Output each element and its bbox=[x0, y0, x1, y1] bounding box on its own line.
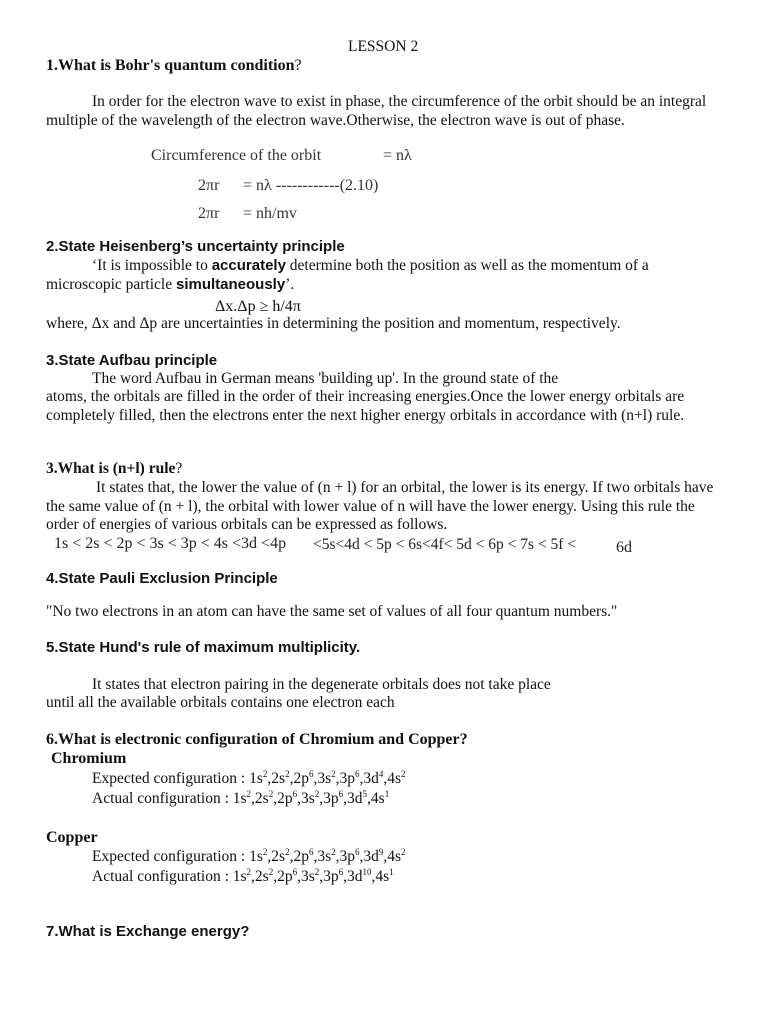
electron-count: 6 bbox=[338, 867, 344, 877]
electron-count: 6 bbox=[338, 789, 344, 799]
actual-label: Actual configuration : bbox=[92, 868, 233, 885]
orbital-label: ,2p bbox=[273, 868, 293, 885]
expected-label: Expected configuration : bbox=[92, 848, 250, 865]
question-2-heading: 2.State Heisenberg’s uncertainty principle bbox=[46, 238, 345, 255]
aufbau-rest: atoms, the orbitals are filled in the order of their increasing energies.Once the lower energy orbitals are completely filled, then the electrons enter the next higher energy orbitals in accordance with (n+l) rule. bbox=[46, 388, 685, 424]
orbital-label: ,3p bbox=[319, 868, 339, 885]
question-5-heading: 5.State Hund's rule of maximum multiplicity. bbox=[46, 639, 361, 656]
orbital-order-b: <5s<4d < 5p < 6s<4f< 5d < 6p < 7s < 5f < bbox=[313, 536, 577, 553]
quote-bold-simultaneously: simultaneously bbox=[175, 275, 286, 293]
orbital-label: ,2p bbox=[289, 770, 309, 787]
electron-count: 2 bbox=[401, 847, 406, 857]
orbital-label: ,3s bbox=[313, 770, 332, 787]
electron-count: 2 bbox=[246, 789, 252, 799]
question-4-heading: 4.State Pauli Exclusion Principle bbox=[46, 570, 278, 587]
electron-count: 6 bbox=[308, 769, 314, 779]
quote-part-3: ’. bbox=[285, 275, 295, 293]
copper-expected bbox=[92, 848, 406, 866]
orbital-label: 1s bbox=[232, 790, 247, 807]
electron-count: 5 bbox=[362, 789, 368, 799]
electron-count: 6 bbox=[308, 847, 314, 857]
orbital-label: ,2p bbox=[273, 790, 293, 807]
config-value bbox=[249, 848, 405, 865]
orbital-label: 1s bbox=[249, 770, 263, 787]
electron-count: 2 bbox=[401, 769, 406, 779]
quote-part-1: ‘It is impossible to bbox=[92, 257, 212, 274]
orbital-label: ,2s bbox=[267, 848, 286, 865]
page-title: LESSON 2 bbox=[348, 38, 419, 55]
orbital-label: ,4s bbox=[383, 770, 402, 787]
chromium-label: Chromium bbox=[51, 750, 127, 767]
electron-count: 2 bbox=[285, 769, 290, 779]
electron-count: 2 bbox=[331, 847, 336, 857]
orbital-label: 1s bbox=[232, 868, 247, 885]
question-3-nl-heading bbox=[46, 460, 182, 478]
orbital-label: ,3p bbox=[335, 770, 355, 787]
hund-line-1: It states that electron pairing in the degenerate orbitals does not take place bbox=[92, 676, 551, 693]
hund-line-2: until all the available orbitals contains one electron each bbox=[46, 694, 395, 711]
equation-1-left: Circumference of the orbit bbox=[151, 147, 322, 164]
electron-count: 2 bbox=[331, 769, 336, 779]
config-value bbox=[249, 770, 405, 787]
electron-count: 4 bbox=[378, 769, 384, 779]
orbital-label: ,2s bbox=[251, 790, 269, 807]
orbital-label: ,3d bbox=[359, 770, 379, 787]
question-1-heading-text: 1.What is Bohr's quantum condition bbox=[46, 57, 295, 74]
electron-count: 2 bbox=[262, 769, 268, 779]
orbital-label: 1s bbox=[249, 848, 263, 865]
orbital-label: ,3s bbox=[297, 790, 315, 807]
electron-count: 10 bbox=[362, 867, 372, 877]
orbital-label: ,3d bbox=[343, 790, 363, 807]
orbital-label: ,2s bbox=[251, 868, 269, 885]
orbital-label: ,3p bbox=[335, 848, 355, 865]
orbital-order-c: 6d bbox=[616, 539, 632, 556]
electron-count: 6 bbox=[355, 769, 360, 779]
orbital-label: ,3s bbox=[297, 868, 315, 885]
question-3-aufbau-heading: 3.State Aufbau principle bbox=[46, 352, 218, 369]
actual-label: Actual configuration : bbox=[92, 790, 233, 807]
uncertainty-where: where, Δx and Δp are uncertainties in determining the position and momentum, respectively. bbox=[46, 315, 621, 332]
electron-count: 1 bbox=[389, 867, 394, 877]
pauli-statement: "No two electrons in an atom can have the same set of values of all four quantum numbers." bbox=[46, 603, 618, 620]
orbital-label: ,4s bbox=[371, 868, 390, 885]
electron-count: 2 bbox=[314, 867, 320, 877]
electron-count: 6 bbox=[355, 847, 360, 857]
orbital-label: ,2s bbox=[267, 770, 286, 787]
equation-1-right: = nλ bbox=[383, 147, 412, 164]
orbital-label: ,3s bbox=[313, 848, 332, 865]
quote-part-2: determine both the position as well as the momentum of a microscopic particle bbox=[46, 257, 649, 293]
electron-count: 1 bbox=[384, 789, 390, 799]
aufbau-line-1: The word Aufbau in German means 'building up'. In the ground state of the bbox=[92, 370, 559, 387]
uncertainty-formula: Δx.Δp ≥ h/4π bbox=[215, 298, 301, 315]
question-2-answer bbox=[46, 257, 726, 294]
orbital-label: ,3p bbox=[319, 790, 339, 807]
question-7-heading: 7.What is Exchange energy? bbox=[46, 923, 250, 940]
electron-count: 2 bbox=[268, 867, 274, 877]
question-1-heading-end: ? bbox=[294, 57, 302, 74]
chromium-expected bbox=[92, 770, 406, 788]
nl-heading-end: ? bbox=[175, 460, 183, 477]
config-value bbox=[233, 790, 389, 807]
electron-count: 2 bbox=[268, 789, 274, 799]
copper-label: Copper bbox=[46, 829, 98, 846]
electron-count: 6 bbox=[292, 867, 298, 877]
orbital-label: ,3d bbox=[343, 868, 363, 885]
nl-heading-text: 3.What is (n+l) rule bbox=[46, 460, 176, 477]
chromium-actual bbox=[92, 790, 389, 808]
equation-3-left: 2πr bbox=[198, 205, 220, 222]
orbital-label: ,2p bbox=[289, 848, 309, 865]
copper-actual bbox=[92, 868, 394, 886]
electron-count: 9 bbox=[378, 847, 384, 857]
nl-rule-answer: It states that, the lower the value of (n + l) for an orbital, the lower is its energy. If two orbitals have the same value of (n + l), the orbital with lower value of n will have the lower energy. Using this rule the order of energies of various orbitals can be expressed as follows. bbox=[46, 479, 714, 533]
quote-bold-accurately: accurately bbox=[211, 257, 286, 274]
config-value bbox=[233, 868, 394, 885]
equation-3-right: = nh/mv bbox=[243, 205, 297, 222]
electron-count: 2 bbox=[246, 867, 252, 877]
electron-count: 2 bbox=[314, 789, 320, 799]
question-1-heading bbox=[46, 57, 302, 75]
electron-count: 6 bbox=[292, 789, 298, 799]
expected-label: Expected configuration : bbox=[92, 770, 250, 787]
electron-count: 2 bbox=[285, 847, 290, 857]
orbital-label: ,4s bbox=[367, 790, 385, 807]
orbital-order-a: 1s < 2s < 2p < 3s < 3p < 4s <3d <4p bbox=[54, 535, 287, 552]
electron-count: 2 bbox=[262, 847, 268, 857]
equation-2-right: = nλ ------------(2.10) bbox=[243, 177, 379, 194]
question-6-heading: 6.What is electronic configuration of Chromium and Copper? bbox=[46, 731, 468, 748]
question-1-answer: In order for the electron wave to exist in phase, the circumference of the orbit should be an integral multiple of the wavelength of the electron wave.Otherwise, the electron wave is out of phase. bbox=[46, 93, 707, 129]
orbital-label: ,4s bbox=[383, 848, 402, 865]
orbital-label: ,3d bbox=[359, 848, 379, 865]
equation-2-left: 2πr bbox=[198, 177, 220, 194]
